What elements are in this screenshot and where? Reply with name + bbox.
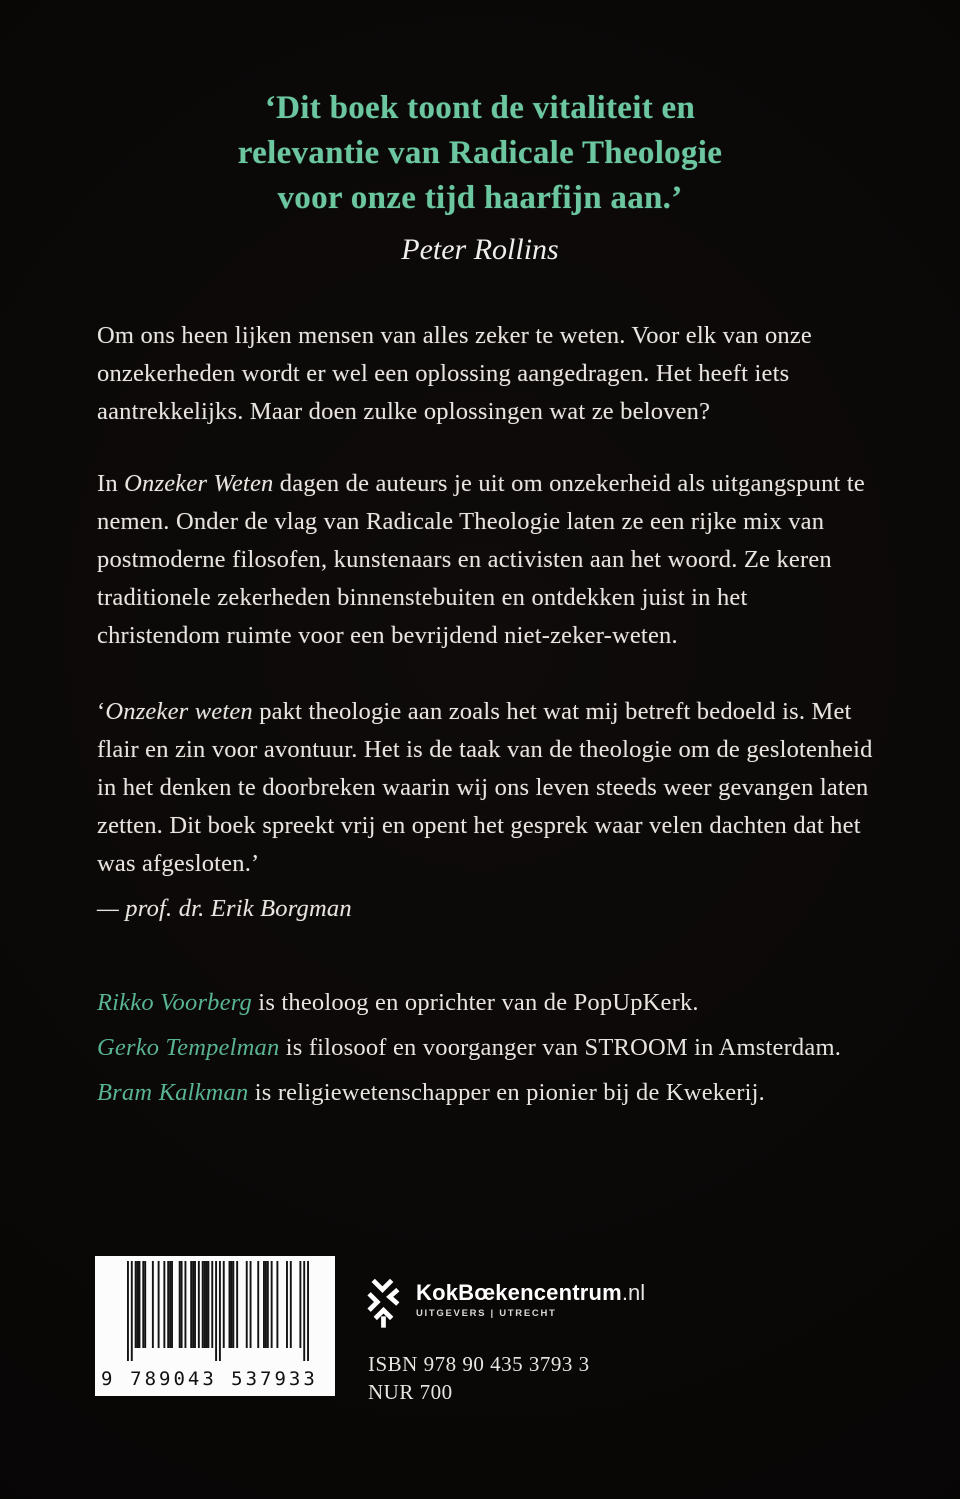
author-name: Gerko Tempelman (97, 1034, 280, 1061)
review-quote (97, 693, 875, 883)
publisher-logo-text (416, 1274, 645, 1319)
barcode-digits (101, 1368, 325, 1390)
nur: NUR 700 (368, 1380, 453, 1404)
barcode (95, 1256, 335, 1396)
author-bio (97, 1070, 897, 1115)
review-attribution: — prof. dr. Erik Borgman (97, 895, 352, 922)
publisher-logo-icon (366, 1276, 403, 1330)
review-quote-block (97, 693, 875, 928)
barcode-digit-group: 537933 (231, 1368, 318, 1390)
author-bio (97, 1025, 897, 1070)
isbn-block (368, 1350, 590, 1406)
author-name: Bram Kalkman (97, 1079, 249, 1106)
text-segment: Onzeker Weten (124, 470, 274, 497)
publisher-name (416, 1281, 645, 1305)
isbn: ISBN 978 90 435 3793 3 (368, 1352, 590, 1376)
barcode-bars (127, 1261, 309, 1361)
endorsement-quote-line: relevantie van Radicale Theologie (237, 135, 723, 171)
endorsement-quote-line: ‘Dit boek toont de vitaliteit en (264, 90, 696, 126)
author-bio (97, 980, 897, 1025)
text-segment: Onzeker weten (105, 698, 253, 725)
barcode-digit-group: 789043 (130, 1368, 217, 1390)
publisher-name-main: KokBœkencentrum (416, 1280, 622, 1305)
blurb-paragraph-1 (97, 317, 875, 431)
text-segment: In (97, 470, 125, 497)
publisher-name-suffix: .nl (621, 1280, 646, 1305)
barcode-digit-group: 9 (101, 1368, 113, 1390)
endorsement-quote (0, 86, 960, 267)
author-bio-text: is theoloog en oprichter van de PopUpKerk. (251, 989, 699, 1016)
author-name: Rikko Voorberg (97, 989, 252, 1016)
text-segment: Om ons heen lijken mensen van alles zeker te weten. Voor elk van onze onzekerheden wordt er wel een oplossing aangedragen. Het heeft iets aantrekkelijks. Maar doen zulke oplossingen wat ze beloven? (97, 322, 813, 425)
publisher-tagline: UITGEVERS | UTRECHT (416, 1308, 557, 1319)
text-segment: dagen de auteurs je uit om onzekerheid als uitgangspunt te nemen. Onder de vlag van Radicale Theologie laten ze een rijke mix van postmoderne filosofen, kunstenaars en activisten aan het woord. Ze keren traditionele zekerheden binnenstebuiten en ontdekken juist in het christendom ruimte voor een bevrijdend niet-zeker-weten. (97, 470, 865, 649)
text-segment: pakt theologie aan zoals het wat mij betreft bedoeld is. Met flair en zin voor avontuur. Het is de taak van de theologie om de geslotenheid in het denken te doorbreken waarin wij ons leven steeds weer gevangen laten zetten. Dit boek spreekt vrij en opent het gesprek waar velen dachten dat het was afgesloten.’ (97, 698, 873, 877)
author-bio-text: is filosoof en voorganger van STROOM in Amsterdam. (279, 1034, 842, 1061)
author-bio-text: is religiewetenschapper en pionier bij de Kwekerij. (248, 1079, 765, 1106)
endorsement-attribution: Peter Rollins (401, 233, 559, 266)
endorsement-quote-line: voor onze tijd haarfijn aan.’ (277, 180, 683, 216)
author-bios (97, 980, 897, 1115)
publisher-logo (366, 1274, 645, 1330)
text-segment: ‘ (97, 698, 106, 725)
blurb-paragraph-2 (97, 465, 875, 655)
